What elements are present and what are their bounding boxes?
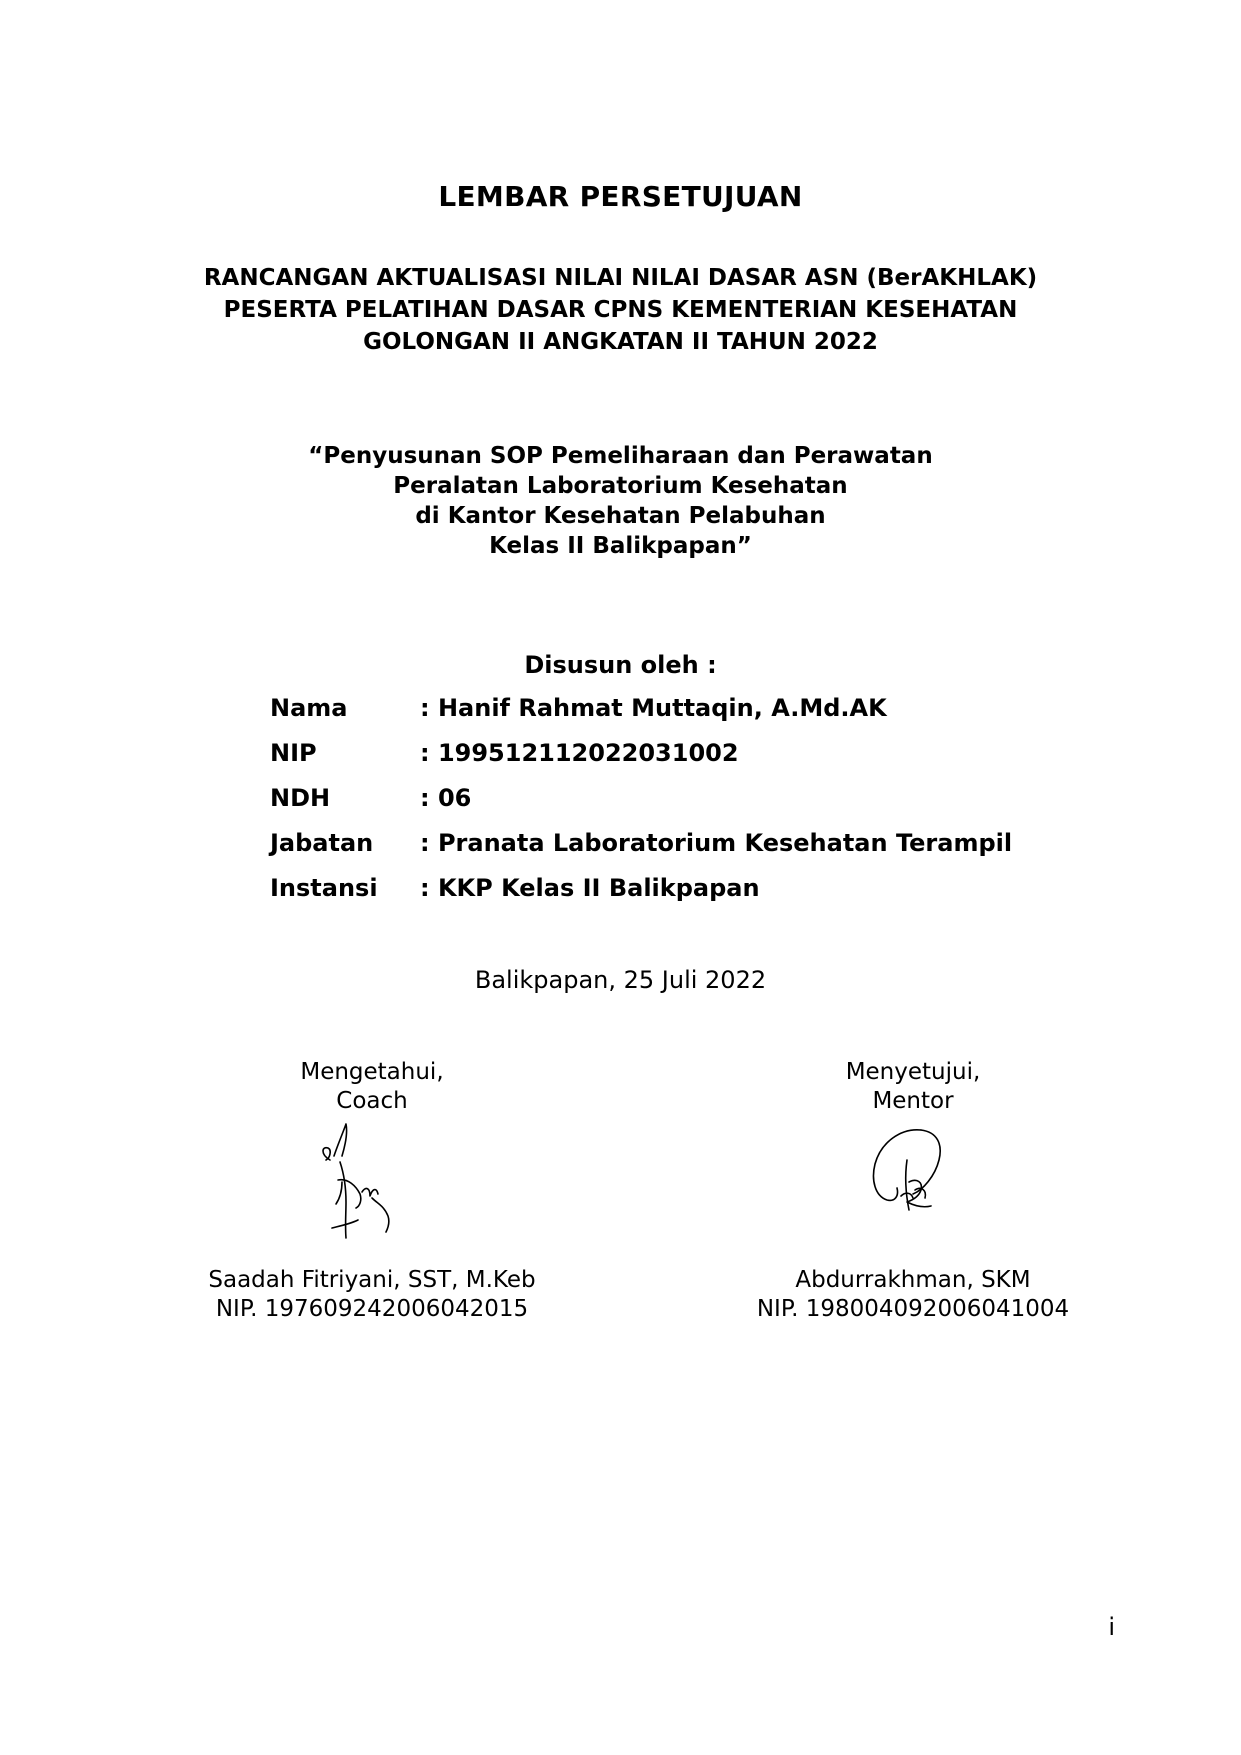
signatory-name-block (733, 1266, 1093, 1324)
subtitle-line: RANCANGAN AKTUALISASI NILAI NILAI DASAR ASN (BerAKHLAK) (203, 265, 1038, 291)
signatory-name-block (192, 1266, 552, 1324)
signatory-heading (192, 1058, 552, 1116)
signatory-heading (733, 1058, 1093, 1116)
author-value: : Pranata Laboratorium Kesehatan Terampil (420, 829, 1013, 857)
author-label: NIP (270, 739, 317, 767)
topic-line: “Penyusunan SOP Pemeliharaan dan Perawatan (308, 443, 933, 469)
topic-line: Kelas II Balikpapan” (489, 533, 752, 559)
topic-line: Peralatan Laboratorium Kesehatan (393, 473, 848, 499)
signatory-name: Abdurrakhman, SKM (795, 1267, 1031, 1293)
author-value: : Hanif Rahmat Muttaqin, A.Md.AK (420, 694, 887, 722)
page-title: LEMBAR PERSETUJUAN (438, 180, 803, 213)
subtitle-line: PESERTA PELATIHAN DASAR CPNS KEMENTERIAN KESEHATAN (223, 297, 1018, 323)
signatory-role-line: Menyetujui, (845, 1059, 981, 1085)
mentor-signature (861, 1120, 971, 1230)
prepared-by-label: Disusun oleh : (524, 651, 717, 679)
place-date: Balikpapan, 25 Juli 2022 (474, 966, 767, 994)
author-value: : 199512112022031002 (420, 739, 739, 767)
author-label: Instansi (270, 874, 378, 902)
signatory-role: Mentor (872, 1088, 954, 1114)
topic-line: di Kantor Kesehatan Pelabuhan (415, 503, 826, 529)
signatory-nip: NIP. 197609242006042015 (215, 1296, 529, 1322)
subtitle-line: GOLONGAN II ANGKATAN II TAHUN 2022 (363, 329, 878, 355)
author-value: : 06 (420, 784, 472, 812)
subtitle (0, 262, 1241, 358)
page-number: i (1108, 1613, 1115, 1641)
coach-signature (312, 1120, 422, 1240)
signatory-role-line: Mengetahui, (300, 1059, 444, 1085)
author-value: : KKP Kelas II Balikpapan (420, 874, 760, 902)
signatory-name: Saadah Fitriyani, SST, M.Keb (208, 1267, 536, 1293)
author-label: Jabatan (270, 829, 374, 857)
signatory-role: Coach (336, 1088, 408, 1114)
topic-title (0, 441, 1241, 561)
signatory-nip: NIP. 198004092006041004 (756, 1296, 1070, 1322)
author-label: NDH (270, 784, 331, 812)
author-label: Nama (270, 694, 348, 722)
